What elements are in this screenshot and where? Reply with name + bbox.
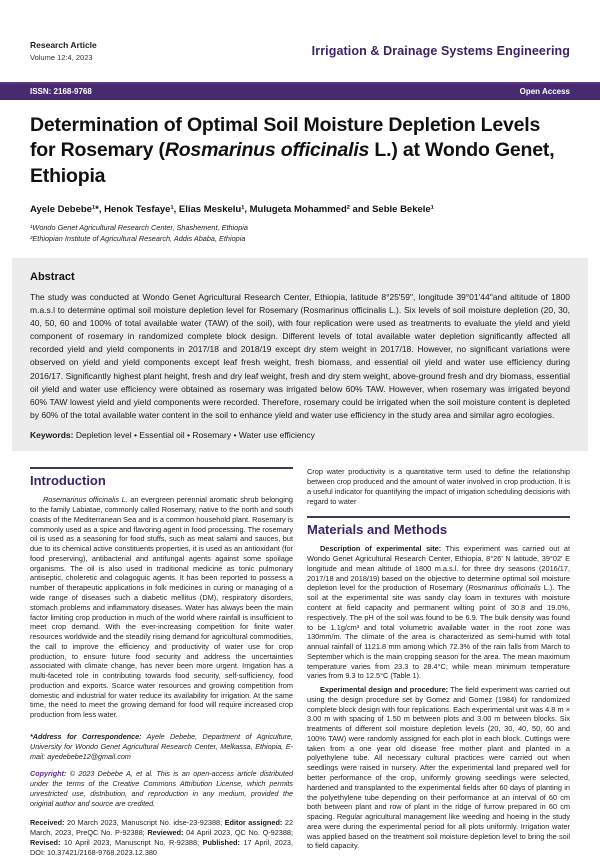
keywords-label: Keywords: [30,430,74,441]
experimental-site-paragraph [307,544,570,681]
affiliation-2: ²Ethiopian Institute of Agricultural Research, Addis Ababa, Ethiopia [30,234,246,244]
volume-label: Volume 12:4, 2023 [30,53,93,62]
experimental-site-text-b: L.). The soil at the experimental site was sandy clay loam in textures with moisture content at field capacity and permanent wilting point of 30.8 and 19.0%, respectively. The pH of the soil was found to be 6.9. The bulk density was found to be 1.1g/cm³ and total volumetric available water in the root zone was 130mm/m. The climate of the area is characterized as semi-humid with total annual rainfall of 1121.8 mm among which 72.3% of the rain falls from March to September which is the main cropping season for the area. The mean maximum temperature varies from 23.3 to 28.4°C; while mean minimum temperature varies from 9.3 to 12.5°C (Table 1). [307,583,570,681]
abstract-section [12,258,588,452]
revised-label: Revised: [30,837,61,847]
correspondence-block [30,732,293,762]
correspondence-text: Ayele Debebe, Department of Agriculture, University for Wondo Genet Agricultural Research Center, Melkassa, Ethiopia, E-mail: [30,731,293,762]
affiliation-1: ¹Wondo Genet Agricultural Research Center, Shashement, Ethiopia [30,223,248,233]
page-header [0,0,600,62]
introduction-paragraph [30,495,293,720]
title-species-italic: Rosmarinus officinalis [164,139,370,162]
experimental-design-label: Experimental design and procedure: [320,685,449,695]
copyright-label: Copyright: [30,769,67,779]
reviewed-text: 04 April 2023, QC No. Q-92388; [183,827,294,837]
introduction-heading: Introduction [30,467,293,488]
correspondence-label: *Address for Correspondence: [30,731,142,741]
published-label: Published: [202,837,240,847]
intro-species-italic: Rosemarinus officinalis L. [43,495,128,505]
received-label: Received: [30,817,65,827]
abstract-body: The study was conducted at Wondo Genet Agricultural Research Center, Ethiopia, latitude 8°25'59", longitude 39°01'44"and altitude of 1800 m.a.s.l to determine optimal soil moisture depletion level for Rosemary (Rosmarinus officinalis L.). Six levels of soil moisture depletion (20, 30, 40, 50, 60 and 100% of total available water (TAW) of the soil), with four replication were used as treatments to evaluate the yield and yield component of rosemary in randomized complete block design. Different levels of total available water depletion significantly affected all recorded yield and yield components in 2017/18 and 2018/19 except dry stem weight in 2017/18. However, no significant variations were observed on yield and yield components except leaf fresh weight, fresh biomass, and essential oil yield and water use efficiency during 2016/17. Significantly highest plant height, fresh and dry leaf weight, fresh and dry stem weight, above-ground fresh and dry biomass, essential oil yield and water use efficiency were obtained as rosemary was irrigated below 60% TAW. However, when rosemary was irrigated beyond 60% TAW lowest yield and yield components were recorded. Therefore, rosemary could be irrigated when the soil moisture content is depleted by 60% of the total available water content in the soil to enhance yield and water use efficiency in the study area and similar agro ecologies. [30,291,570,421]
keywords-line [30,430,570,440]
keywords-text: Depletion level • Essential oil • Rosemary • Water use efficiency [75,430,315,441]
header-left [30,40,97,62]
abstract-heading: Abstract [30,270,75,283]
copyright-text: © 2023 Debebe A, et al. This is an open-access article distributed under the terms of the Creative Commons Attribution License, which permits unrestricted use, distribution, and reproduction in any medium, provided the original author and source are credited. [30,769,293,809]
open-access-label: Open Access [519,87,570,96]
editor-assigned-text: 22 March, 2023, PreQC No. P-92388; [30,817,294,837]
title-text-end: L.) at Wondo Genet, Ethiopia [30,139,555,187]
issn-bar [0,82,600,100]
copyright-block [30,769,293,809]
correspondence-email-link[interactable]: ayedebebe12@gmail.com [47,752,131,762]
published-text: 17 April, 2023, DOI: 10.37421/2168-9768.2023.12.380 [30,837,294,857]
title-text: Determination of Optimal Soil Moisture Depletion Levels for Rosemary ( [30,114,541,162]
experimental-design-paragraph [307,685,570,851]
editor-assigned-label: Editor assigned: [224,817,283,827]
experimental-site-text-a: This experiment was carried out at Wondo Genet Agricultural Research Center, Ethiopia, 8°26' N latitude, 39°02' E longitude and mean altitude of 1800 m.a.s.l. for three dry seasons (2016/17, 2017/18 and 2018/19) based on the objective to determine optimal soil moisture depletion level for the production of Rosemary ( [307,544,570,593]
site-species-italic: Rosmarinus officinalis [468,583,541,593]
journal-name: Irrigation & Drainage Systems Engineering [311,44,570,58]
issn-label: ISSN: 2168-9768 [30,87,92,96]
article-history-block [30,818,293,858]
crop-water-paragraph: Crop water productivity is a quantitative term used to define the relationship between crop produced and the amount of water involved in crop production. It is a useful indicator for quantifying the impact of irrigation scheduling decisions with regard to water [307,467,570,506]
experimental-site-label: Description of experimental site: [320,544,442,554]
materials-methods-heading: Materials and Methods [307,516,570,537]
experimental-design-text: The field experiment was carried out using the design procedure set by Gomez and Gomez (1984) for randomized complete block design with four replications. Each experimental unit was 4.8 m × 3.00 m with spacing of 1.50 m between plots and 3.00 m between blocks. Six treatments of different soil moisture depletion levels (20, 30, 40, 50, 60 and 100% TAW) were randomly assigned for each plot in each block. Cuttings were taken from a one year old disease free mother plant and planted in a polyethylene tube. All necessary cultural practices were carried out when seedlings were raised in nursery. After the experimental land prepared well for better performance of the crop, uniformly growing seedlings were selected, hardened and transplanted to the experimental fields after 60 days of planting in the polyethylene tube depending on their performance at an interval of 60 cm both between plant and row of plant in the ridge of furrow prepared in 60 cm spacing. Regular agricultural management like weeding and hoeing in the study area were during the experimental period for all plots uniformly. Irrigation water was applied based on the treatment soil moisture depletion level to bring the soil to field capacity. [307,685,570,851]
received-text: 20 March 2023, Manuscript No. idse-23-92388; [64,817,225,827]
intro-text: an evergreen perennial aromatic shrub belonging to the family Labiatae, commonly called Rosemary, native to the north and south coasts of the Mediterranean Sea and is a common household plant. Rosemary is commonly used as a spice and flavoring agent in food processing. The rosemary oil is used as a seasoning for food stuffs, such as meat salami and sauces, but due to its chemical active constituents properties, it is used as an antioxidant (for food preserving), antibacterial and antifungal agents against some spoilage organisms. The oil is also used in traditional medicine as tonic pulmonary antiseptic, choleretic and colagoguic agents. It has been reported to possess a number of therapeutic applications in folk medicines in curing or managing of a wide range of diseases such a diabetic mellitus (DM), respiratory disorders, stomach problems and inflammatory diseases. Water has always been the main factor limiting crop production in much of the world where rainfall is insufficient to meet crop demand. With the ever-increasing competition for finite water resources worldwide and the steadily rising demand for agricultural commodities, the call to improve the efficiency and productivity of water use for crop production, to ensure future food security and address the uncertainties associated with climate change, has never been more urgent. Irrigation has a multi-faceted role in contributing towards food security, self-sufficiency, food production and exports. Scarce water resources and growing competition from domestic and industrial for water reduce its availability for irrigation. At the same time, the need to meet the growing demand for food will require increased crop production from less water. [30,495,293,720]
revised-text: 10 April 2023, Manuscript No. R-92388; [60,837,203,847]
affiliations-list [30,222,570,245]
left-column [30,467,293,857]
right-column [307,467,570,857]
reviewed-label: Reviewed: [147,827,184,837]
article-title [30,113,570,189]
authors-line: Ayele Debebe¹*, Henok Tesfaye¹, Elias Meskelu¹, Mulugeta Mohammed² and Seble Bekele¹ [30,204,434,216]
article-type-label: Research Article [30,40,97,50]
body-columns [30,467,570,857]
